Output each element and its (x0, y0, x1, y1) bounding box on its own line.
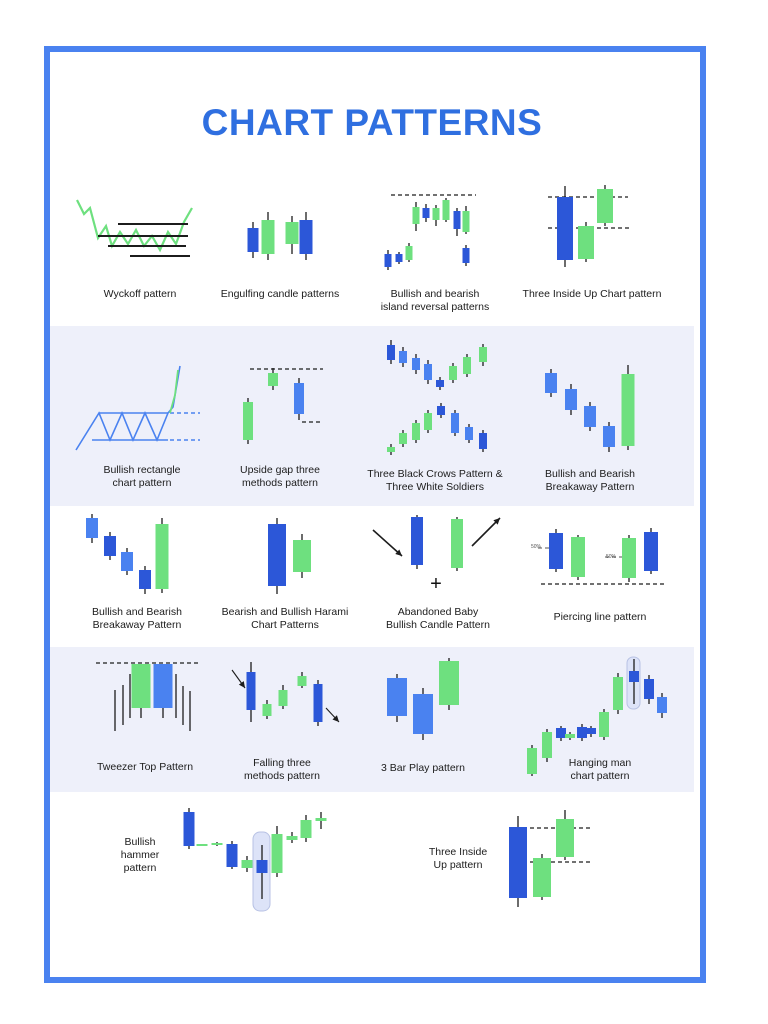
candlestick-icon (156, 524, 169, 589)
candlestick-icon (533, 858, 551, 897)
candlestick-icon (644, 679, 654, 699)
candlestick-icon (439, 661, 459, 705)
label-breakaway-1: Bullish and Bearish Breakaway Pattern (545, 468, 635, 493)
candlestick-icon (424, 413, 432, 430)
label-three-inside-up: Three Inside Up pattern (428, 846, 488, 871)
label-bullish-rectangle: Bullish rectangle chart pattern (103, 464, 181, 489)
breakout-line (170, 370, 178, 413)
candlestick-icon (399, 351, 407, 363)
candlestick-icon (584, 406, 596, 427)
candlestick-icon (412, 423, 420, 440)
candlestick-icon (300, 220, 313, 254)
candlestick-icon (644, 532, 658, 571)
label-piercing: Piercing line pattern (553, 611, 647, 623)
candlestick-icon (248, 228, 259, 252)
candlestick-icon (556, 728, 566, 738)
candlestick-icon (449, 366, 457, 380)
candlestick-icon (463, 211, 470, 232)
label-island: Bullish and bearish island reversal patterns (380, 288, 490, 313)
candlestick-icon (242, 860, 253, 868)
candlestick-icon (298, 676, 307, 686)
label-abandoned-baby: Abandoned Baby Bullish Candle Pattern (386, 606, 490, 631)
piercing-left-annotation: 50% (530, 544, 541, 550)
page-title: CHART PATTERNS (201, 102, 543, 143)
candlestick-icon (385, 254, 392, 267)
label-three-bar-play: 3 Bar Play pattern (380, 762, 466, 774)
label-bullish-hammer: Bullish hammer pattern (120, 836, 160, 874)
candlestick-icon (387, 678, 407, 716)
candlestick-icon (387, 447, 395, 452)
candlestick-icon (423, 208, 430, 218)
candlestick-icon (121, 552, 133, 571)
candlestick-icon (314, 684, 323, 722)
candlestick-icon (479, 347, 487, 362)
candlestick-icon (212, 843, 223, 845)
candlestick-icon (465, 427, 473, 440)
candlestick-icon (262, 220, 275, 254)
candlestick-icon (527, 748, 537, 774)
rectangle-zigzag (76, 366, 180, 450)
candlestick-icon (451, 519, 463, 568)
candlestick-icon (263, 704, 272, 716)
candlestick-icon (247, 672, 256, 710)
candlestick-icon (406, 246, 413, 260)
candlestick-icon (549, 533, 563, 569)
candlestick-icon (301, 820, 312, 838)
abandoned-plus-sign: + (430, 573, 442, 595)
candlestick-icon (279, 690, 288, 706)
candlestick-icon (437, 406, 445, 415)
candlestick-icon (599, 712, 609, 737)
candlestick-icon (542, 732, 552, 758)
label-upside-gap: Upside gap three methods pattern (240, 464, 320, 489)
label-three-inside-up-chart: Three Inside Up Chart pattern (522, 288, 662, 300)
candlestick-icon (387, 345, 395, 360)
candlestick-icon (571, 537, 585, 577)
candlestick-icon (227, 844, 238, 867)
candlestick-icon (622, 538, 636, 578)
candlestick-icon (257, 860, 268, 873)
candlestick-icon (411, 517, 423, 565)
candlestick-icon (454, 211, 461, 229)
candlestick-icon (184, 812, 195, 846)
candlestick-icon (557, 197, 573, 260)
label-wyckoff: Wyckoff pattern (103, 288, 177, 300)
candlestick-icon (451, 413, 459, 433)
candlestick-icon (294, 383, 304, 414)
candlestick-icon (197, 844, 208, 846)
candlestick-icon (139, 570, 151, 589)
candlestick-icon (443, 200, 450, 220)
candlestick-icon (565, 734, 575, 738)
label-falling-three: Falling three methods pattern (244, 757, 320, 782)
candlestick-icon (132, 664, 151, 708)
candlestick-icon (565, 389, 577, 410)
candlestick-icon (629, 671, 639, 682)
candlestick-icon (243, 402, 253, 440)
candlestick-icon (509, 827, 527, 898)
candlestick-icon (556, 819, 574, 857)
label-engulfing: Engulfing candle patterns (220, 288, 340, 300)
candlestick-icon (268, 524, 286, 586)
label-crows-soldiers: Three Black Crows Pattern & Three White Soldiers (367, 468, 503, 493)
candlestick-icon (479, 433, 487, 449)
candlestick-icon (286, 222, 299, 244)
candlestick-icon (622, 374, 635, 446)
candlestick-icon (399, 433, 407, 444)
candlestick-icon (613, 677, 623, 710)
candlestick-icon (657, 697, 667, 713)
candlestick-icon (413, 694, 433, 734)
candlestick-icon (154, 664, 173, 708)
candlestick-icon (293, 540, 311, 572)
candlestick-icon (463, 248, 470, 263)
candlestick-icon (272, 834, 283, 873)
candlestick-icon (433, 208, 440, 220)
candlestick-icon (412, 358, 420, 370)
label-tweezer: Tweezer Top Pattern (96, 761, 194, 773)
candlestick-icon (396, 254, 403, 262)
candlestick-icon (413, 207, 420, 224)
candlestick-icon (577, 727, 587, 738)
candlestick-icon (86, 518, 98, 538)
piercing-right-annotation: 50% (605, 554, 616, 560)
candlestick-icon (597, 189, 613, 223)
candlestick-icon (463, 357, 471, 374)
candlestick-icon (104, 536, 116, 556)
label-harami: Bearish and Bullish Harami Chart Patterns (221, 606, 349, 631)
candlestick-icon (436, 380, 444, 387)
candlestick-icon (586, 728, 596, 734)
candlestick-icon (603, 426, 615, 447)
arrow-icon (239, 681, 245, 688)
candlestick-icon (424, 364, 432, 380)
candlestick-icon (287, 836, 298, 840)
candlestick-icon (545, 373, 557, 393)
candlestick-icon (578, 226, 594, 259)
label-hanging-man: Hanging man chart pattern (568, 757, 632, 782)
candlestick-icon (268, 373, 278, 386)
candlestick-icon (316, 818, 327, 821)
label-breakaway-2: Bullish and Bearish Breakaway Pattern (92, 606, 182, 631)
